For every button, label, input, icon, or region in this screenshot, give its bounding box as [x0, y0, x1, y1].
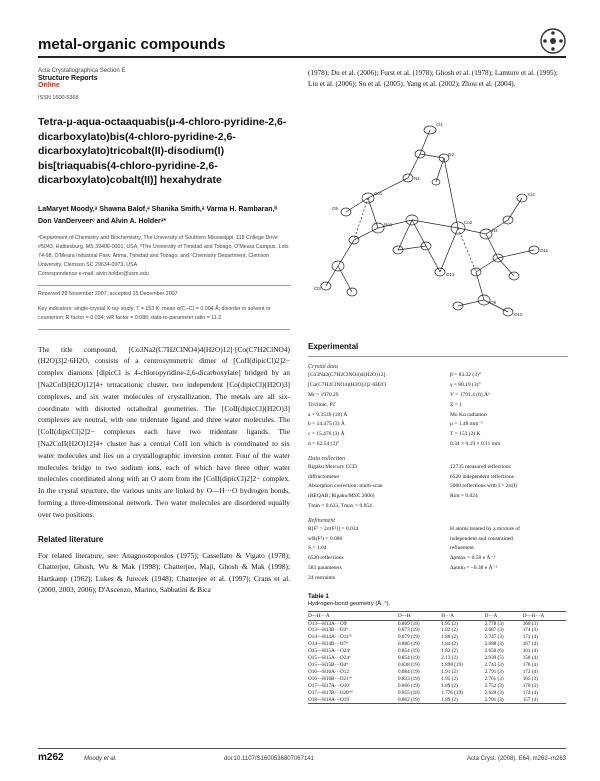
collection-item: diffractometer — [308, 473, 340, 480]
header-divider — [38, 56, 566, 58]
table-cell: O16—H16B···O21ᵛⁱⁱ — [308, 675, 353, 682]
table-cell: 2.628 (3) — [484, 689, 504, 696]
table-row — [308, 683, 566, 690]
table1-caption: Hydrogen-bond geometry (Å, °). — [308, 600, 391, 607]
crystal-data-item: V = 1791.4 (6) Å³ — [450, 392, 490, 398]
crystal-data-item: [Co3Na2(C7H2ClNO4)4(H2O)12]· — [308, 372, 388, 379]
table-cell: 172 (4) — [522, 668, 538, 675]
table-cell: O17—H17A···O10ⁱ — [308, 682, 350, 689]
table-cell: 2.778 (3) — [484, 620, 504, 627]
hydrogen-bond-table — [308, 611, 566, 705]
refinement-item: Δρmax = 0.58 e Å⁻³ — [450, 555, 495, 562]
issn: ISSN 1600-5368 — [38, 95, 79, 101]
crystal-data-item: Mo Kα radiation — [450, 411, 487, 418]
table-cell: 2.743 (3) — [484, 661, 504, 668]
related-literature-continued: (1978); Du et al. (2006); Furst et al. (1978); Ghosh et al. (1978); Lamture et al. (1995); Liu et al. (2006); Su et al. (2005); Yang et al. (2002); Zhou et al. (2004). — [308, 69, 558, 89]
table-cell: 2.761 (3) — [484, 675, 504, 682]
table-cell: 1.95 (2) — [441, 620, 458, 627]
table-header: D—H···A — [308, 611, 398, 620]
affiliations: ᵃDepartment of Chemistry and Biochemistry, The University of Southern Mississippi, 118 College Drive #5043, Hattiesburg, MS 39406-0001, USA, ᵇThe University of Trinidad and Tobago, O'Meara Campus, Lots 74-98, O'Meara Industrial Park, Arima, Trinidad and Tobago, and ᶜChemistry Department, Clemson University, Clemson SC 29634-0973, USA — [38, 234, 289, 268]
table-cell: 171 (4) — [522, 634, 538, 641]
svg-text:Cl2: Cl2 — [528, 192, 535, 198]
experimental-heading: Experimental — [308, 342, 359, 352]
meta-divider — [38, 285, 290, 286]
table-row — [308, 676, 566, 683]
crystal-data-item: γ = 80.19 (3)° — [450, 382, 481, 389]
table-cell: 178 (4) — [522, 661, 538, 668]
refinement-item: 583 parameters — [308, 564, 342, 571]
refinement-label: Refinement — [308, 517, 335, 524]
footer-doi[interactable]: doi:10.1107/S1600536807067141 — [224, 756, 314, 762]
collection-item: 5060 reflections with I > 2σ(I) — [450, 483, 518, 490]
table-row — [308, 662, 566, 669]
svg-text:Co2: Co2 — [464, 220, 473, 226]
crystal-data-item: a = 9.3539 (18) Å — [308, 411, 348, 418]
crystal-data-item: b = 14.475 (3) Å — [308, 421, 345, 428]
series-name: Structure Reports — [38, 75, 98, 82]
table-cell: 1.83 (2) — [441, 648, 458, 655]
collection-item: Absorption correction: multi-scan — [308, 483, 383, 490]
svg-text:O5: O5 — [332, 206, 339, 212]
refinement-item: independent and constrained — [450, 535, 513, 542]
table-row — [308, 655, 566, 662]
table-header: D···A — [485, 611, 523, 620]
svg-text:N2: N2 — [492, 228, 498, 234]
journal-section-title: metal-organic compounds — [38, 36, 226, 53]
table-cell: 1.91 (2) — [441, 668, 458, 675]
table-cell: 0.838 (19) — [397, 661, 420, 668]
refinement-item: Δρmin = −0.38 e Å⁻³ — [450, 564, 498, 571]
crystal-data-item: T = 153 (2) K — [450, 431, 481, 438]
collection-item: Rint = 0.024 — [450, 493, 478, 500]
table-row — [308, 669, 566, 676]
svg-text:O2: O2 — [448, 152, 455, 158]
collection-item: 6520 independent reflections — [450, 473, 514, 480]
table-cell: 167 (4) — [522, 641, 538, 648]
page-footer — [38, 752, 566, 763]
table-cell: 158 (4) — [522, 655, 538, 662]
table-cell: 1.89 (2) — [441, 682, 458, 689]
table-cell: 2.752 (3) — [484, 682, 504, 689]
table-row — [308, 690, 566, 697]
collection-item: 12735 measured reflections — [450, 463, 511, 470]
table-cell: 2.939 (5) — [484, 655, 504, 662]
refinement-item — [450, 575, 568, 583]
right-column — [308, 68, 568, 704]
abstract: The title compound, [Co3Na2(C7H2ClNO4)4(H2O)12]·[Co(C7H2ClNO4)(H2O)3]2·6H2O, consists of a centrosymmetric dimer of [CoII(dipicCl)2]2− complex dianions [dipicCl is 4-chloropyridine-2,6-dicarboxylate] bridged by an [Na2CoII(H2O)12]4+ tetracationic cluster, two independent [Co(dipicCl)(H2O)3] complexes, and six water molecules of crystallization. The metals are all six-coordinate with distorted octahedral geometries. The [CoII(dipicCl)(H2O)3] complexes are neutral, with one tridentate ligand and three water molecules. The [CoII(dipicCl)2]2− complexes each have two tridentate ligands. The [Na2CoII(H2O)12]4+ cluster has a central CoII ion which is coordinated to six water molecules and lies on a crystallographic inversion center. Four of the water molecules bridge to two sodium ions, each of which have three other water molecules coordinated along with an O atom from the [CoII(dipicCl)2]2− complex. In the crystal structure, the various units are linked by O—H···O hydrogen bonds, forming a three-dimensional network. Two water molecules are disordered equally over two positions. — [38, 344, 290, 519]
crystal-data-item: Z = 1 — [450, 401, 462, 408]
table-cell: 2.650 (6) — [484, 648, 504, 655]
paper-title: Tetra-μ-aqua-octaaquabis(μ-4-chloro-pyridine-2,6-dicarboxylato)bis(4-chloro-pyridine-2,6-dicarboxylato)tricobalt(II)-disodium(I) bis[triaquabis(4-chloro-pyridine-2,6-dicarboxylato)cobalt(II)] hexahydrate — [38, 116, 287, 187]
table-cell: 1.898 (19) — [441, 661, 463, 668]
refinement-list — [308, 526, 568, 583]
footer-divider — [38, 748, 566, 749]
related-literature-heading: Related literature — [38, 534, 104, 544]
table-header: D—H···A — [523, 611, 566, 620]
table-cell: 1.89 (2) — [441, 697, 484, 704]
table-cell: 165 (3) — [522, 675, 538, 682]
table-body — [308, 620, 566, 704]
online-label: Online — [38, 82, 60, 89]
key-indicators: Key indicators: single-crystal X-ray study; T = 153 K; mean σ(C–C) = 0.004 Å; disorder in solvent or counterion; R factor = 0.034; wR factor = 0.086; data-to-parameter ratio = 11.2. — [38, 305, 271, 321]
crystal-data-item: Triclinic, P1̄ — [308, 401, 336, 408]
refinement-item: 24 restraints — [308, 574, 336, 581]
table-header: H···A — [441, 611, 484, 620]
table-cell: 0.869 (18) — [397, 620, 420, 627]
table-cell: 0.884 (19) — [397, 668, 420, 675]
table-cell: 0.873 (19) — [397, 627, 420, 634]
table-cell: 2.791 (3) — [484, 668, 504, 675]
molecular-structure-figure — [308, 100, 558, 338]
table-cell: 0.833 (19) — [397, 675, 420, 682]
table-cell: O15—H15A···O24ᵛ — [308, 655, 351, 662]
table-cell: 0.854 (19) — [397, 648, 420, 655]
table-cell: 1.84 (2) — [441, 641, 458, 648]
crystal-data-label: Crystal data — [308, 364, 338, 371]
crystal-data-list — [308, 372, 568, 448]
svg-text:O10: O10 — [514, 312, 523, 318]
received-dates: Received 29 November 2007; accepted 15 December 2007 — [38, 290, 178, 297]
table-cell: 157 (4) — [523, 697, 566, 704]
table-cell: O17—H17B···O20ᵛⁱⁱⁱ — [308, 689, 353, 696]
left-column — [38, 68, 290, 596]
crystal-data-item: Mr = 1970.29 — [308, 392, 339, 398]
table-cell: O15—H15A···O24ᵛ — [308, 648, 351, 655]
table-cell: 160 (3) — [522, 620, 538, 627]
svg-text:Co1: Co1 — [374, 191, 383, 197]
refinement-item: S = 1.04 — [308, 545, 327, 552]
table-cell: 2.747 (3) — [484, 634, 504, 641]
table-cell: O14—H14B···O7ⁱᵛ — [308, 641, 349, 648]
collection-item: (REQAB; Rigaku/MSC 2006) — [308, 493, 375, 500]
meta-divider-2 — [38, 329, 290, 330]
table-cell: 174 (3) — [522, 627, 538, 634]
crystal-data-item: μ = 1.48 mm⁻¹ — [450, 421, 483, 428]
footer-citation: Acta Cryst. (2008). E64, m262–m263 — [466, 756, 566, 762]
table-header: D—H — [398, 611, 441, 620]
table-cell: O13—H13B···O4ⁱⁱ — [308, 627, 348, 634]
data-collection-label: Data collection — [308, 455, 346, 462]
table-cell: 1.776 (19) — [441, 689, 463, 696]
crystal-data-item: α = 62.54 (3)° — [308, 440, 340, 447]
iucr-logo-icon — [540, 28, 566, 54]
table-cell: 0.866 (19) — [397, 641, 420, 648]
refinement-item: wR(F²) = 0.086 — [308, 535, 343, 542]
svg-text:O11: O11 — [540, 248, 549, 254]
collection-item — [450, 503, 568, 511]
table-cell: O18—H18A···O19 — [308, 697, 398, 704]
table-cell: 2.687 (3) — [484, 627, 504, 634]
table-cell: 1.82 (2) — [441, 627, 458, 634]
svg-text:O9: O9 — [490, 300, 497, 306]
table-cell: 2.13 (2) — [441, 655, 458, 662]
crystal-data-item: β = 83.32 (3)° — [450, 372, 482, 379]
table-cell: 0.855 (18) — [397, 689, 420, 696]
crystal-data-item: 0.34 × 0.19 × 0.11 mm — [450, 440, 501, 447]
table-cell: 0.866 (19) — [397, 682, 420, 689]
page-number: m262 — [38, 752, 64, 763]
svg-text:Na1: Na1 — [384, 222, 393, 228]
table-cell: O15—H15B···O4ᵛⁱ — [308, 661, 349, 668]
refinement-item: H atoms treated by a mixture of — [450, 525, 520, 532]
refinement-item: R[F² > 2σ(F²)] = 0.034 — [308, 525, 359, 532]
refinement-item: refinement — [450, 545, 474, 552]
related-literature-text: For related literature, see: Anagnostopoulos (1975); Cassellato & Vigato (1978); Chatterjee, Ghosh, Wu & Mak (1998); Chatterjee, Maji, Ghosh & Mak (1998); Hartkamp (1962); Lukes & Jurecek (1948); Chatterjee et al. (1997); Crans et al. (2000, 2003, 2006); D'Ascenzo, Marino, Sabbatini & Bica — [38, 550, 290, 595]
collection-item: Tmin = 0.633, Tmax = 0.854 — [308, 502, 372, 509]
table-cell: O14—H14A···O11ⁱⁱⁱ — [308, 634, 352, 641]
table-cell: 1.95 (2) — [441, 675, 458, 682]
svg-text:N1: N1 — [414, 176, 420, 182]
svg-text:Cl1: Cl1 — [436, 122, 443, 128]
experimental-divider — [308, 356, 568, 357]
svg-text:O13: O13 — [446, 272, 455, 278]
table-cell: 170 (3) — [522, 682, 538, 689]
section-label: Acta Crystallographica Section E — [38, 68, 126, 74]
table-cell: 0.862 (19) — [398, 697, 441, 704]
table-cell: 174 (4) — [522, 689, 538, 696]
crystal-data-item: [Co(C7H2ClNO4)(H2O)3]2·6H2O — [308, 382, 386, 389]
table-cell: 0.879 (19) — [397, 634, 420, 641]
data-collection-list — [308, 464, 568, 511]
table-cell: 2.688 (3) — [484, 641, 504, 648]
collection-item: Rigaku Mercury CCD — [308, 463, 357, 470]
correspondence-email[interactable]: Correspondence e-mail: alvin.holder@usm.edu — [38, 270, 149, 277]
table1-label: Table 1 — [308, 592, 329, 600]
authors: LaMaryet Moody,ᵃ Shawna Balof,ᵃ Shanika Smith,ᵃ Varma H. Rambaran,ᵇ Don VanDerveerᶜ and Alvin A. Holderᵃ* — [38, 205, 278, 225]
svg-text:Cl3: Cl3 — [314, 286, 321, 292]
table-cell: 2.701 (3) — [485, 697, 523, 704]
crystal-data-item: c = 15.476 (3) Å — [308, 431, 345, 438]
table-cell: 161 (4) — [522, 648, 538, 655]
table-row — [308, 697, 566, 704]
table-cell: O16—H16A···O12 — [308, 668, 349, 675]
footer-authors: Moody et al. — [84, 756, 117, 762]
table-cell: 1.88 (2) — [441, 634, 458, 641]
table-cell: 0.854 (19) — [397, 655, 420, 662]
refinement-item: 6520 reflections — [308, 555, 344, 562]
table-cell: O13—H13A···O9ⁱ — [308, 620, 348, 627]
